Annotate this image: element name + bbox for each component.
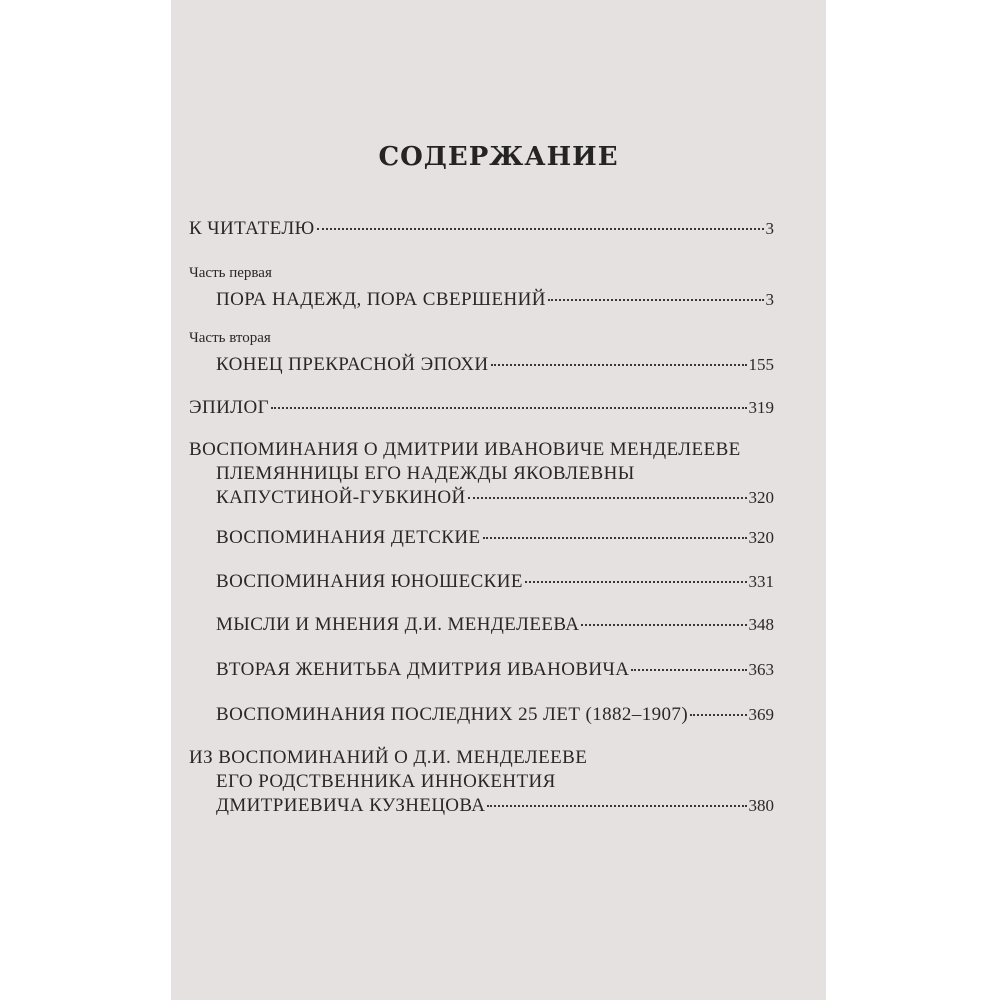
toc-page-number: 363 bbox=[748, 660, 774, 679]
toc-entry-label: ВОСПОМИНАНИЯ ДЕТСКИЕ bbox=[216, 527, 481, 548]
toc-entry-label-line: ДМИТРИЕВИЧА КУЗНЕЦОВА bbox=[216, 795, 486, 816]
toc-entry-label: К ЧИТАТЕЛЮ bbox=[189, 218, 315, 239]
dot-leader bbox=[487, 805, 746, 807]
dot-leader bbox=[525, 581, 747, 583]
toc-entry-label: ВОСПОМИНАНИЯ ПОСЛЕДНИХ 25 ЛЕТ (1882–1907) bbox=[216, 704, 689, 725]
dot-leader bbox=[631, 669, 746, 671]
toc-entry-label-line: ЕГО РОДСТВЕННИКА ИННОКЕНТИЯ bbox=[216, 771, 556, 792]
toc-entry-kuznetsov bbox=[189, 746, 774, 818]
toc-page-number: 331 bbox=[748, 572, 774, 591]
toc-page-number: 380 bbox=[748, 796, 774, 815]
toc-page-number: 155 bbox=[748, 355, 774, 374]
toc-entry-label: МЫСЛИ И МНЕНИЯ Д.И. МЕНДЕЛЕЕВА bbox=[216, 614, 580, 635]
toc-entry-label-line: КАПУСТИНОЙ-ГУБКИНОЙ bbox=[216, 487, 466, 508]
dot-leader bbox=[483, 537, 747, 539]
toc-entry-to-reader bbox=[189, 217, 774, 241]
dot-leader bbox=[548, 299, 764, 301]
toc-entry-label: ЭПИЛОГ bbox=[189, 397, 269, 418]
dot-leader bbox=[468, 497, 747, 499]
toc-entry-last-years bbox=[216, 703, 774, 727]
toc-entry-epilogue bbox=[189, 396, 774, 420]
toc-entry-label: ВТОРАЯ ЖЕНИТЬБА ДМИТРИЯ ИВАНОВИЧА bbox=[216, 659, 630, 680]
part-label: Часть вторая bbox=[189, 330, 271, 346]
toc-page-number: 348 bbox=[748, 615, 774, 634]
toc-entry-part-one bbox=[189, 264, 774, 312]
dot-leader bbox=[317, 228, 764, 230]
dot-leader bbox=[690, 714, 746, 716]
toc-entry-youth bbox=[216, 570, 774, 594]
toc-page-number: 319 bbox=[748, 398, 774, 417]
toc-page-number: 369 bbox=[748, 705, 774, 724]
book-page bbox=[171, 0, 826, 1000]
toc-page-number: 320 bbox=[748, 488, 774, 507]
toc-entry-label-line: ВОСПОМИНАНИЯ О ДМИТРИИ ИВАНОВИЧЕ МЕНДЕЛЕЕВЕ bbox=[189, 439, 741, 460]
dot-leader bbox=[271, 407, 747, 409]
toc-page-number: 320 bbox=[748, 528, 774, 547]
toc-entry-label: ВОСПОМИНАНИЯ ЮНОШЕСКИЕ bbox=[216, 571, 523, 592]
toc-entry-label-line: ИЗ ВОСПОМИНАНИЙ О Д.И. МЕНДЕЛЕЕВЕ bbox=[189, 747, 588, 768]
toc-entry-thoughts bbox=[216, 613, 774, 637]
dot-leader bbox=[491, 364, 747, 366]
dot-leader bbox=[581, 624, 746, 626]
toc-entry-label-line: ПЛЕМЯННИЦЫ ЕГО НАДЕЖДЫ ЯКОВЛЕВНЫ bbox=[216, 463, 635, 484]
toc-entry-part-two bbox=[189, 329, 774, 377]
part-label: Часть первая bbox=[189, 265, 272, 281]
toc-entry-label: ПОРА НАДЕЖД, ПОРА СВЕРШЕНИЙ bbox=[216, 289, 546, 310]
toc-entry-second-marriage bbox=[216, 658, 774, 682]
toc-entry-childhood bbox=[216, 526, 774, 550]
toc-entry-label: КОНЕЦ ПРЕКРАСНОЙ ЭПОХИ bbox=[216, 354, 489, 375]
page-title: СОДЕРЖАНИЕ bbox=[378, 142, 619, 172]
toc-entry-memoirs-kapustina bbox=[189, 438, 774, 510]
toc-page-number: 3 bbox=[765, 290, 774, 309]
toc-page-number: 3 bbox=[765, 219, 774, 238]
